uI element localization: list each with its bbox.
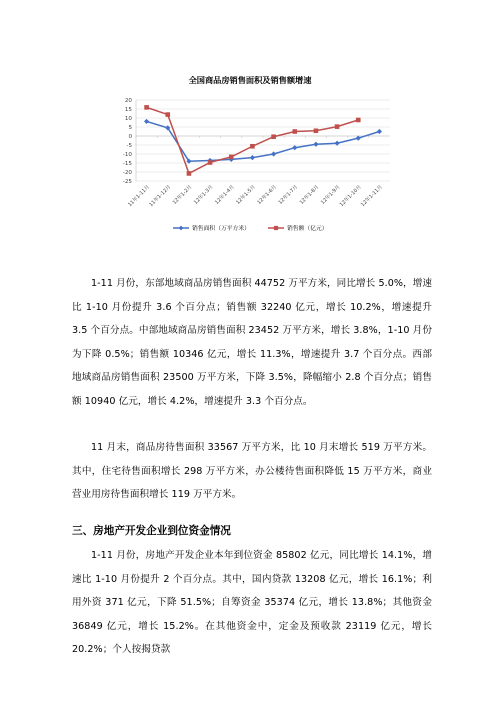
x-tick-label: 12年1-6月 — [256, 184, 278, 206]
y-tick-label: 5 — [128, 125, 132, 131]
y-tick-label: -20 — [122, 170, 132, 176]
y-tick-label: 15 — [124, 107, 132, 113]
section-heading-funding: 三、房地产开发企业到位资金情况 — [72, 525, 231, 537]
legend-label: 销售额（亿元） — [287, 226, 328, 232]
body-paragraph-2-block — [72, 436, 432, 507]
data-point — [292, 145, 297, 150]
data-point — [313, 142, 318, 147]
data-point — [187, 171, 192, 176]
x-tick-label: 12年1-4月 — [214, 184, 236, 206]
legend-label: 销售面积（万平方米） — [192, 226, 250, 232]
x-tick-label: 12年1-10月 — [338, 184, 363, 209]
x-tick-label: 12年1-8月 — [298, 184, 321, 206]
series-line — [147, 107, 359, 173]
paragraph-funding: 1-11 月份，房地产开发企业本年到位资金 85802 亿元，同比增长 14.1%，增速比 1-10 月份提升 2 个百分点。其中，国内贷款 13208 亿元，增长 16.1%；利用外资 371 亿元，下降 51.5%；自筹资金 35374 亿元，增长 13.8%；其他资金 36849 亿元，增长 15.2%。在其他资金中，定金及预收款 23119 亿元，增长 20.2%；个人按揭贷款 — [72, 550, 432, 656]
body-paragraph-3-block — [72, 544, 432, 662]
y-axis — [123, 98, 136, 185]
y-tick-label: 20 — [124, 98, 132, 104]
chart-svg — [100, 70, 400, 240]
y-tick-label: 0 — [128, 134, 132, 140]
data-point — [271, 134, 276, 139]
data-point — [314, 128, 319, 133]
y-tick-label: -5 — [126, 143, 132, 149]
data-point — [250, 144, 255, 149]
paragraph-regional-sales: 1-11 月份，东部地域商品房销售面积 44752 万平方米，同比增长 5.0%，增速比 1-10 月份提升 3.6 个百分点；销售额 32240 亿元，增长 10.2%，增速提升 3.5 个百分点。中部地域商品房销售面积 23452 万平方米，增长 3.8%，1-10 月份为下降 0.5%；销售额 10346 亿元，增长 11.3%，增速提升 3.7 个百分点。西部地域商品房销售面积 23500 万平方米，下降 3.5%，降幅缩小 2.8 个百分点；销售额 10940 亿元，增长 4.2%，增速提升 3.3 个百分点。 — [72, 278, 432, 407]
chart-series — [144, 105, 382, 176]
data-point — [356, 136, 361, 141]
chart-title: 全国商品房销售面积及销售额增速 — [188, 75, 312, 85]
data-point — [292, 129, 297, 134]
paragraph-unsold-area: 11 月末，商品房待售面积 33567 万平方米，比 10 月末增长 519 万平方米。其中，住宅待售面积增长 298 万平方米，办公楼待售面积降低 15 万平方米，商业营业用房待售面积增长 119 万平方米。 — [72, 442, 432, 501]
chart-legend — [173, 224, 328, 232]
data-point — [250, 155, 255, 160]
sales-growth-chart — [100, 70, 400, 240]
x-tick-label: 12年1-5月 — [235, 184, 257, 206]
legend-marker — [274, 226, 278, 230]
x-tick-label: 12年1-3月 — [192, 184, 215, 206]
data-point — [356, 118, 361, 123]
x-tick-label: 12年1-11月 — [359, 184, 384, 209]
data-point — [229, 155, 234, 160]
x-tick-label: 12年1-7月 — [277, 184, 300, 206]
body-paragraph-1-block — [72, 272, 432, 414]
data-point — [208, 160, 213, 165]
x-tick-label: 12年1-2月 — [171, 184, 194, 206]
x-tick-label: 11年1-12月 — [148, 184, 173, 209]
y-tick-label: -25 — [122, 179, 132, 185]
y-tick-label: 10 — [124, 116, 132, 122]
data-point — [271, 151, 276, 156]
data-point — [377, 129, 382, 134]
data-point — [144, 119, 149, 124]
data-point — [335, 124, 340, 129]
y-tick-label: -15 — [122, 161, 132, 167]
data-point — [144, 105, 149, 110]
data-point — [165, 112, 170, 117]
chart-gridlines — [136, 100, 390, 181]
legend-marker — [179, 226, 184, 231]
x-tick-label: 11年1-11月 — [127, 184, 151, 209]
y-tick-label: -10 — [122, 152, 132, 158]
x-tick-label: 12年1-9月 — [319, 184, 342, 206]
